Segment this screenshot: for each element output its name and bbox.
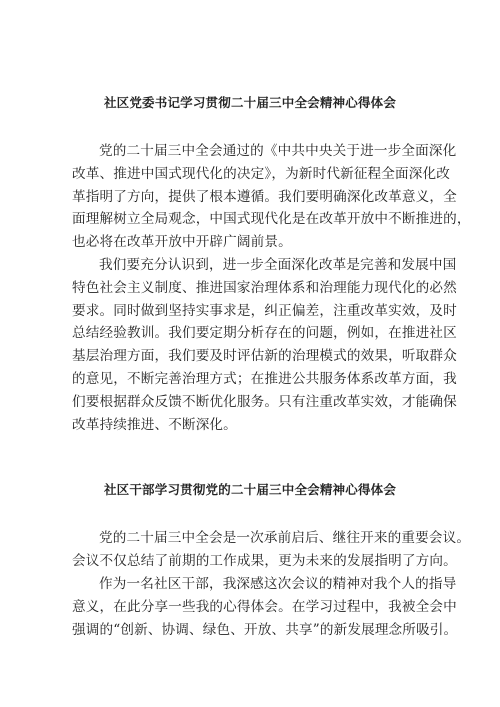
- text-line: 党的二十届三中全会通过的《中共中央关于进一步全面深化: [99, 143, 457, 159]
- text-line: 意义，在此分享一些我的心得体会。在学习过程中，我被全会中: [72, 598, 457, 615]
- text-line: 基层治理方面，我们要及时评估新的治理模式的效果，听取群众: [72, 348, 457, 365]
- section-1-paragraph-1: [72, 140, 471, 254]
- text-line: 革指明了方向，提供了根本遵循。我们要明确深化改革意义，全: [72, 188, 457, 205]
- text-line: 党的二十届三中全会是一次承前启后、继往开来的重要会议。: [99, 530, 471, 546]
- section-2-paragraph-1: [72, 527, 471, 573]
- section-title-1: 社区党委书记学习贯彻二十届三中全会精神心得体会: [103, 95, 397, 110]
- section-1-paragraph-2: [72, 254, 457, 436]
- text-line: 们要根据群众反馈不断优化服务。只有注重改革实效，才能确保: [72, 393, 457, 410]
- text-line: 我们要充分认识到，进一步全面深化改革是完善和发展中国: [99, 257, 457, 273]
- text-line: 作为一名社区干部，我深感这次会议的精神对我个人的指导: [99, 576, 457, 592]
- text-line: 要求。同时做到坚持实事求是，纠正偏差，注重改革实效，及时: [72, 302, 457, 319]
- text-line: 改革、推进中国式现代化的决定》，为新时代新征程全面深化改: [72, 165, 451, 182]
- text-line: 的意见，不断完善治理方式；在推进公共服务体系改革方面，我: [72, 370, 457, 387]
- text-line: 会议不仅总结了前期的工作成果，更为未来的发展指明了方向。: [72, 552, 457, 569]
- text-line: 也必将在改革开放中开辟广阔前景。: [72, 234, 292, 251]
- text-line: 强调的“创新、协调、绿色、开放、共享”的新发展理念所吸引。: [72, 621, 458, 638]
- section-2-paragraph-2: [72, 573, 458, 641]
- section-title-2: 社区干部学习贯彻党的二十届三中全会精神心得体会: [103, 482, 397, 497]
- text-line: 总结经验教训。我们要定期分析存在的问题，例如，在推进社区: [72, 325, 457, 342]
- text-line: 面理解树立全局观念，中国式现代化是在改革开放中不断推进的，: [72, 211, 471, 228]
- text-line: 特色社会主义制度、推进国家治理体系和治理能力现代化的必然: [72, 279, 457, 296]
- text-line: 改革持续推进、不断深化。: [72, 416, 237, 433]
